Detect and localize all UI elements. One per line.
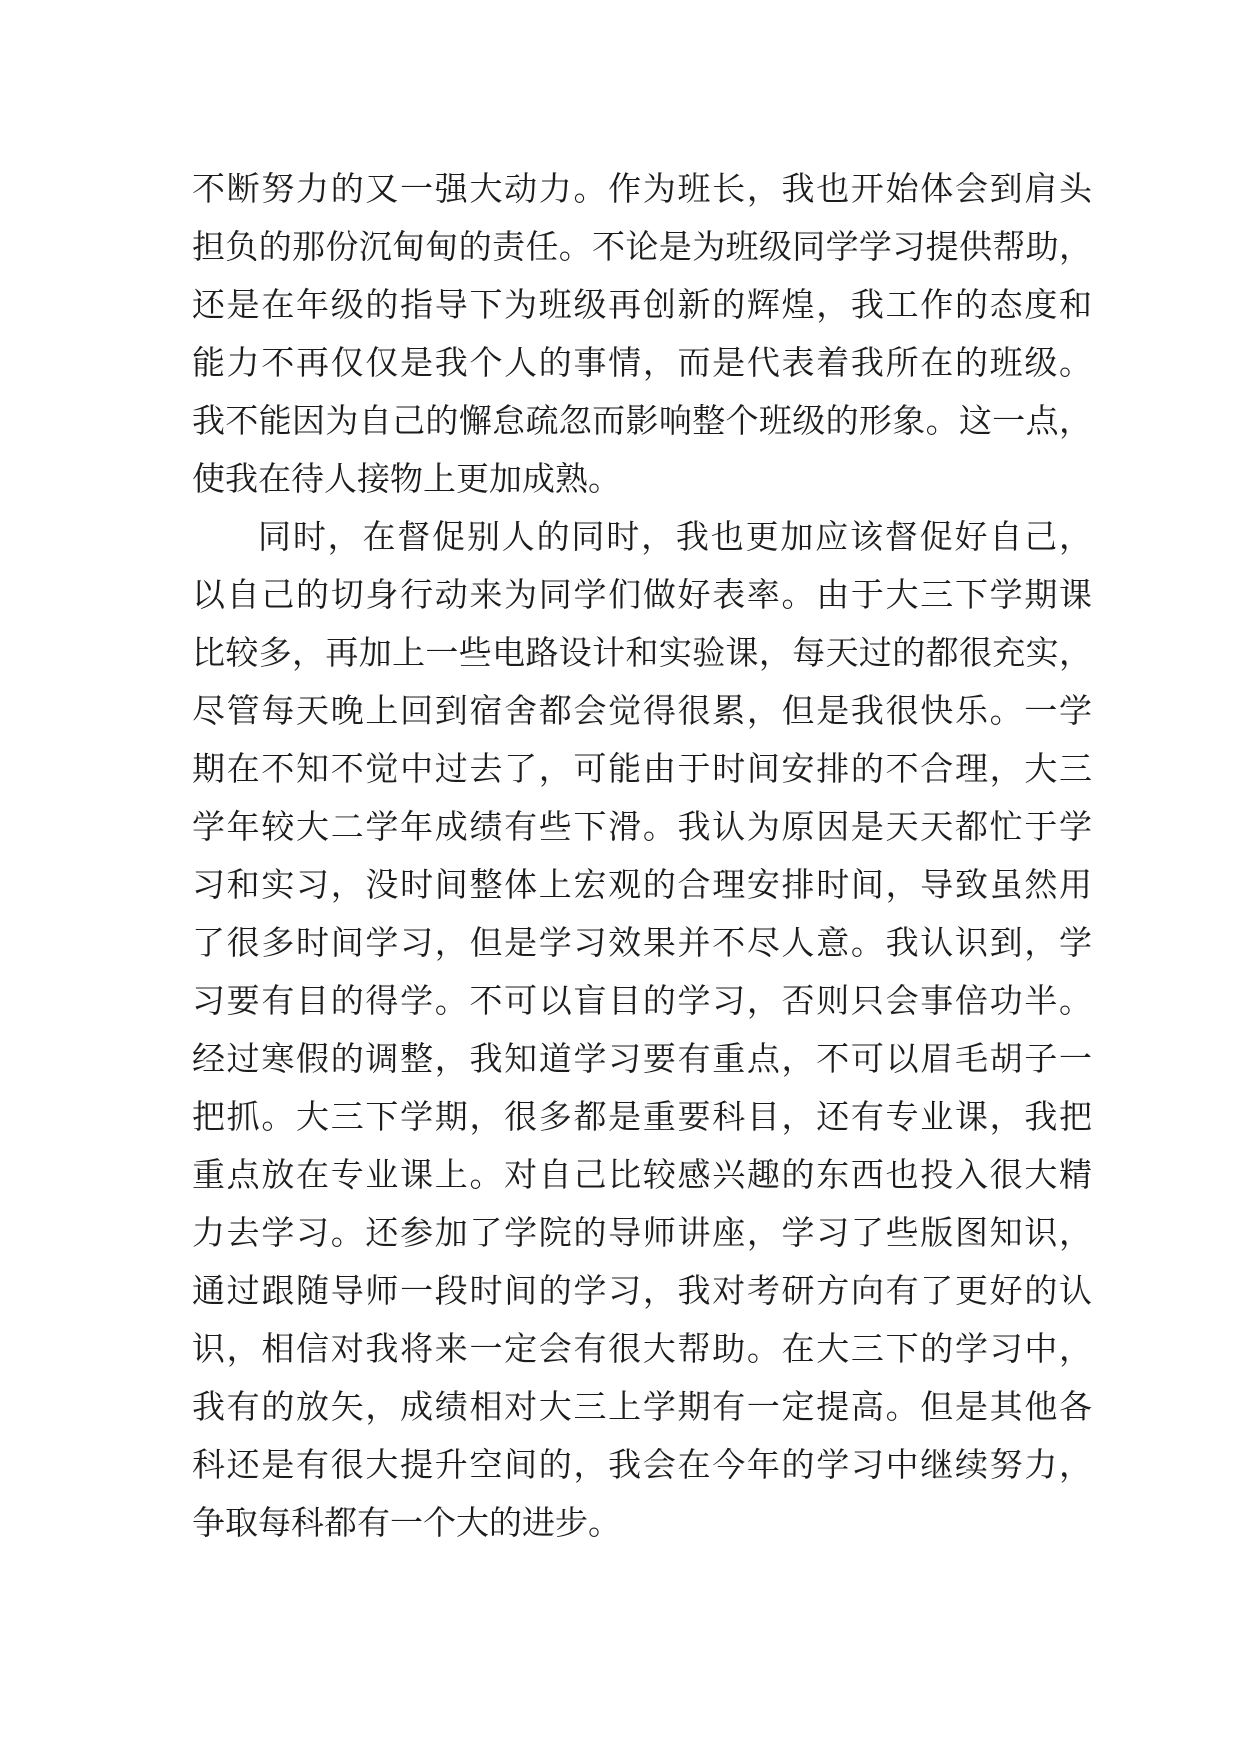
text-line: 比较多，再加上一些电路设计和实验课，每天过的都很充实， — [192, 633, 1092, 672]
body-text — [192, 160, 1092, 1552]
text-line: 识，相信对我将来一定会有很大帮助。在大三下的学习中， — [192, 1329, 1092, 1368]
text-line: 习要有目的得学。不可以盲目的学习，否则只会事倍功半。 — [192, 981, 1092, 1020]
text-line: 把抓。大三下学期，很多都是重要科目，还有专业课，我把 — [192, 1097, 1092, 1136]
text-line: 我不能因为自己的懈怠疏忽而影响整个班级的形象。这一点， — [192, 401, 1092, 440]
text-line: 使我在待人接物上更加成熟。 — [192, 459, 621, 498]
text-line: 能力不再仅仅是我个人的事情，而是代表着我所在的班级。 — [192, 343, 1092, 382]
text-line: 以自己的切身行动来为同学们做好表率。由于大三下学期课 — [192, 575, 1092, 614]
text-line: 还是在年级的指导下为班级再创新的辉煌，我工作的态度和 — [192, 285, 1092, 324]
text-line: 同时，在督促别人的同时，我也更加应该督促好自己， — [258, 517, 1092, 556]
text-line: 不断努力的又一强大动力。作为班长，我也开始体会到肩头 — [192, 169, 1092, 208]
text-line: 尽管每天晚上回到宿舍都会觉得很累，但是我很快乐。一学 — [192, 691, 1092, 730]
text-line: 力去学习。还参加了学院的导师讲座，学习了些版图知识， — [192, 1213, 1092, 1252]
text-line: 担负的那份沉甸甸的责任。不论是为班级同学学习提供帮助， — [192, 227, 1092, 266]
text-line: 了很多时间学习，但是学习效果并不尽人意。我认识到，学 — [192, 923, 1092, 962]
text-line: 科还是有很大提升空间的，我会在今年的学习中继续努力， — [192, 1445, 1092, 1484]
text-line: 通过跟随导师一段时间的学习，我对考研方向有了更好的认 — [192, 1271, 1092, 1310]
text-line: 争取每科都有一个大的进步。 — [192, 1503, 621, 1542]
text-line: 期在不知不觉中过去了，可能由于时间安排的不合理，大三 — [192, 749, 1092, 788]
text-line: 重点放在专业课上。对自己比较感兴趣的东西也投入很大精 — [192, 1155, 1092, 1194]
text-line: 我有的放矢，成绩相对大三上学期有一定提高。但是其他各 — [192, 1387, 1092, 1426]
text-line: 学年较大二学年成绩有些下滑。我认为原因是天天都忙于学 — [192, 807, 1092, 846]
text-line: 经过寒假的调整，我知道学习要有重点，不可以眉毛胡子一 — [192, 1039, 1092, 1078]
text-line: 习和实习，没时间整体上宏观的合理安排时间，导致虽然用 — [192, 865, 1092, 904]
